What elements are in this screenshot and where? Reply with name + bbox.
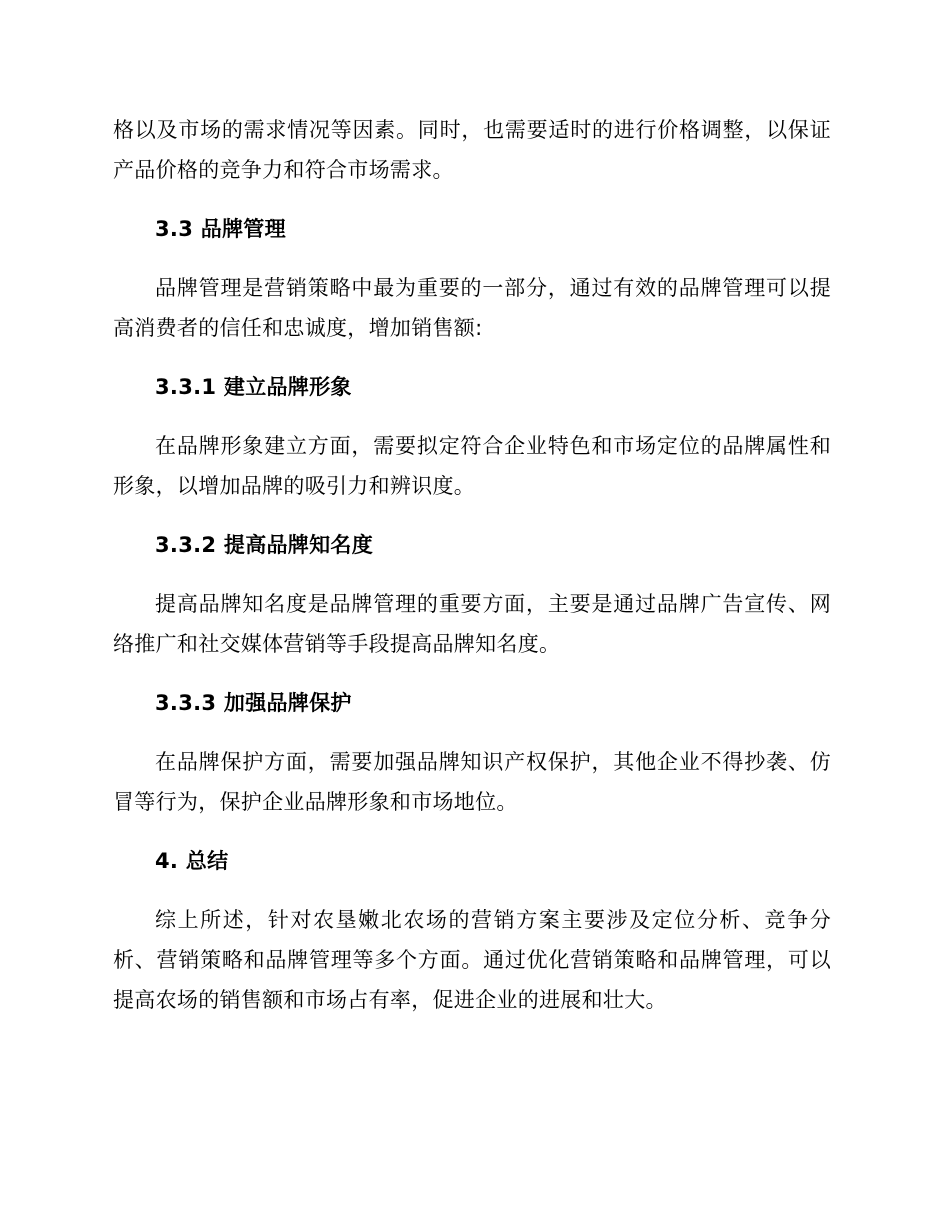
paragraph-summary: 综上所述，针对农垦嫩北农场的营销方案主要涉及定位分析、竞争分析、营销策略和品牌管理等多个方面。通过优化营销策略和品牌管理，可以提高农场的销售额和市场占有率，促进企业的进展和壮大。 — [113, 908, 831, 1012]
heading-3-3-1: 3.3.1 建立品牌形象 — [155, 375, 352, 399]
heading-3-3-3: 3.3.3 加强品牌保护 — [155, 691, 352, 715]
paragraph-brand-management: 品牌管理是营销策略中最为重要的一部分，通过有效的品牌管理可以提高消费者的信任和忠诚度，增加销售额: — [113, 276, 831, 340]
heading-4: 4. 总结 — [155, 849, 229, 873]
document-body — [113, 110, 831, 1039]
paragraph-brand-awareness: 提高品牌知名度是品牌管理的重要方面，主要是通过品牌广告宣传、网络推广和社交媒体营销等手段提高品牌知名度。 — [113, 592, 831, 656]
heading-3-3: 3.3 品牌管理 — [155, 217, 286, 241]
paragraph-brand-image: 在品牌形象建立方面，需要拟定符合企业特色和市场定位的品牌属性和形象，以增加品牌的吸引力和辨识度。 — [113, 434, 831, 498]
paragraph-price-continuation: 格以及市场的需求情况等因素。同时，也需要适时的进行价格调整，以保证产品价格的竞争力和符合市场需求。 — [113, 118, 831, 182]
heading-3-3-2: 3.3.2 提高品牌知名度 — [155, 533, 374, 557]
paragraph-brand-protection: 在品牌保护方面，需要加强品牌知识产权保护，其他企业不得抄袭、仿冒等行为，保护企业品牌形象和市场地位。 — [113, 750, 831, 814]
